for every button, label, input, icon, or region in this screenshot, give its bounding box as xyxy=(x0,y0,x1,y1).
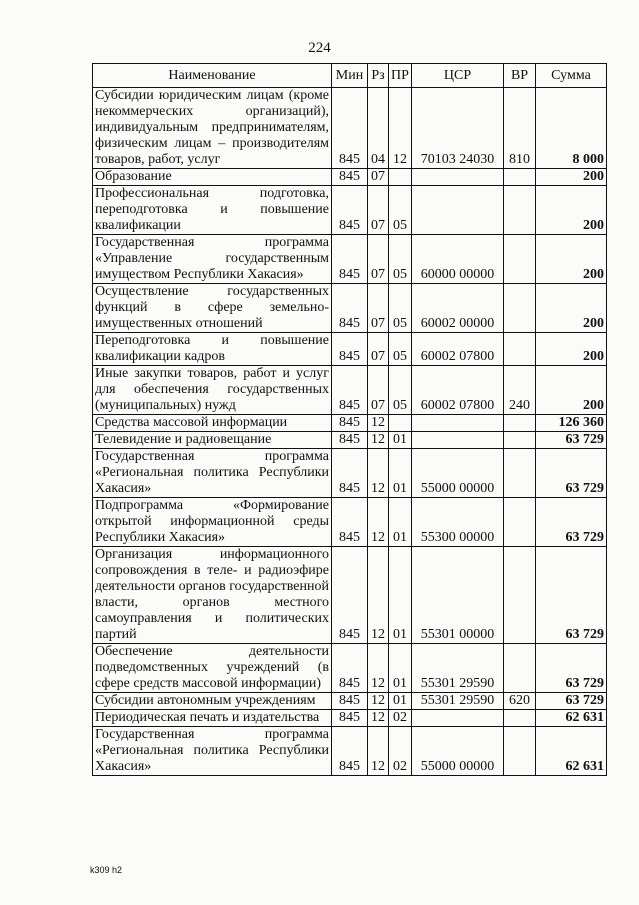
cell-csr: 55300 00000 xyxy=(412,498,504,547)
cell-sum: 200 xyxy=(536,235,607,284)
table-row xyxy=(93,644,607,693)
cell-rz: 12 xyxy=(368,449,389,498)
cell-csr: 60000 00000 xyxy=(412,235,504,284)
cell-min: 845 xyxy=(332,284,368,333)
cell-csr xyxy=(412,169,504,186)
cell-min: 845 xyxy=(332,710,368,727)
cell-name: Государственная программа «Региональная политика Республики Хакасия» xyxy=(93,449,332,498)
cell-vr xyxy=(504,644,536,693)
cell-vr xyxy=(504,284,536,333)
cell-name: Субсидии юридическим лицам (кроме некоммерческих организаций), индивидуальным предпринимателям, физическим лицам – производителям товаров, работ, услуг xyxy=(93,88,332,169)
cell-name: Субсидии автономным учреждениям xyxy=(93,693,332,710)
budget-table xyxy=(92,63,607,776)
header-pr: ПР xyxy=(389,64,412,88)
cell-rz: 12 xyxy=(368,432,389,449)
table-row xyxy=(93,169,607,186)
cell-rz: 07 xyxy=(368,284,389,333)
header-sum: Сумма xyxy=(536,64,607,88)
cell-csr xyxy=(412,415,504,432)
cell-sum: 63 729 xyxy=(536,547,607,644)
cell-rz: 12 xyxy=(368,693,389,710)
footer-code: k309 h2 xyxy=(90,865,123,875)
cell-rz: 12 xyxy=(368,710,389,727)
cell-pr xyxy=(389,169,412,186)
cell-name: Осуществление государственных функций в сфере земельно-имущественных отношений xyxy=(93,284,332,333)
cell-min: 845 xyxy=(332,432,368,449)
cell-name: Подпрограмма «Формирование открытой информационной среды Республики Хакасия» xyxy=(93,498,332,547)
table-row xyxy=(93,366,607,415)
table-row xyxy=(93,449,607,498)
page-number: 224 xyxy=(308,40,331,56)
cell-min: 845 xyxy=(332,186,368,235)
cell-min: 845 xyxy=(332,415,368,432)
cell-vr xyxy=(504,333,536,366)
cell-pr: 01 xyxy=(389,432,412,449)
cell-csr: 55301 29590 xyxy=(412,644,504,693)
table-row xyxy=(93,415,607,432)
table-row xyxy=(93,186,607,235)
cell-name: Телевидение и радиовещание xyxy=(93,432,332,449)
cell-sum: 63 729 xyxy=(536,498,607,547)
cell-min: 845 xyxy=(332,333,368,366)
cell-vr xyxy=(504,449,536,498)
cell-rz: 12 xyxy=(368,415,389,432)
table-header-row xyxy=(93,64,607,88)
table-row xyxy=(93,498,607,547)
cell-pr: 01 xyxy=(389,449,412,498)
cell-sum: 200 xyxy=(536,366,607,415)
table-row xyxy=(93,88,607,169)
cell-name: Образование xyxy=(93,169,332,186)
header-min: Мин xyxy=(332,64,368,88)
header-csr: ЦСР xyxy=(412,64,504,88)
cell-vr xyxy=(504,710,536,727)
cell-vr xyxy=(504,547,536,644)
cell-min: 845 xyxy=(332,169,368,186)
cell-vr xyxy=(504,186,536,235)
cell-vr xyxy=(504,498,536,547)
cell-rz: 07 xyxy=(368,235,389,284)
cell-min: 845 xyxy=(332,498,368,547)
table-row xyxy=(93,693,607,710)
cell-vr xyxy=(504,415,536,432)
cell-sum: 200 xyxy=(536,169,607,186)
cell-pr: 01 xyxy=(389,547,412,644)
cell-sum: 62 631 xyxy=(536,727,607,776)
cell-pr: 12 xyxy=(389,88,412,169)
cell-csr: 70103 24030 xyxy=(412,88,504,169)
cell-sum: 63 729 xyxy=(536,693,607,710)
cell-csr xyxy=(412,186,504,235)
cell-csr: 60002 07800 xyxy=(412,333,504,366)
cell-name: Средства массовой информации xyxy=(93,415,332,432)
cell-name: Периодическая печать и издательства xyxy=(93,710,332,727)
cell-pr: 05 xyxy=(389,235,412,284)
cell-name: Государственная программа «Региональная политика Республики Хакасия» xyxy=(93,727,332,776)
cell-csr: 60002 07800 xyxy=(412,366,504,415)
cell-name: Обеспечение деятельности подведомственных учреждений (в сфере средств массовой информации) xyxy=(93,644,332,693)
cell-rz: 07 xyxy=(368,333,389,366)
table-row xyxy=(93,235,607,284)
cell-csr: 55301 00000 xyxy=(412,547,504,644)
cell-sum: 126 360 xyxy=(536,415,607,432)
cell-rz: 12 xyxy=(368,498,389,547)
cell-pr: 05 xyxy=(389,333,412,366)
table-row xyxy=(93,333,607,366)
cell-pr: 05 xyxy=(389,284,412,333)
table-body xyxy=(93,88,607,776)
cell-name: Иные закупки товаров, работ и услуг для обеспечения государственных (муниципальных) нужд xyxy=(93,366,332,415)
cell-sum: 62 631 xyxy=(536,710,607,727)
cell-rz: 12 xyxy=(368,727,389,776)
cell-pr: 01 xyxy=(389,498,412,547)
cell-sum: 200 xyxy=(536,333,607,366)
table-row xyxy=(93,432,607,449)
cell-pr xyxy=(389,415,412,432)
cell-name: Профессиональная подготовка, переподготовка и повышение квалификации xyxy=(93,186,332,235)
table-row xyxy=(93,547,607,644)
cell-sum: 200 xyxy=(536,284,607,333)
cell-csr: 55000 00000 xyxy=(412,449,504,498)
cell-rz: 07 xyxy=(368,169,389,186)
cell-pr: 05 xyxy=(389,366,412,415)
table-row xyxy=(93,710,607,727)
cell-rz: 04 xyxy=(368,88,389,169)
cell-sum: 63 729 xyxy=(536,449,607,498)
cell-csr: 55000 00000 xyxy=(412,727,504,776)
cell-pr: 05 xyxy=(389,186,412,235)
cell-min: 845 xyxy=(332,235,368,284)
cell-vr: 620 xyxy=(504,693,536,710)
cell-min: 845 xyxy=(332,727,368,776)
cell-pr: 02 xyxy=(389,727,412,776)
cell-rz: 07 xyxy=(368,366,389,415)
table-row xyxy=(93,284,607,333)
cell-name: Организация информационного сопровождения в теле- и радиоэфире деятельности органов государственной власти, органов местного самоуправления и политических партий xyxy=(93,547,332,644)
header-vr: ВР xyxy=(504,64,536,88)
cell-min: 845 xyxy=(332,88,368,169)
cell-vr xyxy=(504,169,536,186)
cell-vr xyxy=(504,235,536,284)
cell-name: Государственная программа «Управление государственным имуществом Республики Хакасия» xyxy=(93,235,332,284)
cell-sum: 200 xyxy=(536,186,607,235)
header-rz: Рз xyxy=(368,64,389,88)
cell-csr xyxy=(412,710,504,727)
cell-rz: 07 xyxy=(368,186,389,235)
header-name: Наименование xyxy=(93,64,332,88)
cell-sum: 63 729 xyxy=(536,432,607,449)
cell-min: 845 xyxy=(332,366,368,415)
cell-pr: 01 xyxy=(389,693,412,710)
cell-min: 845 xyxy=(332,547,368,644)
cell-vr: 240 xyxy=(504,366,536,415)
cell-min: 845 xyxy=(332,449,368,498)
cell-csr: 55301 29590 xyxy=(412,693,504,710)
cell-pr: 02 xyxy=(389,710,412,727)
cell-min: 845 xyxy=(332,644,368,693)
cell-vr xyxy=(504,727,536,776)
cell-sum: 63 729 xyxy=(536,644,607,693)
cell-rz: 12 xyxy=(368,644,389,693)
cell-csr xyxy=(412,432,504,449)
cell-vr xyxy=(504,432,536,449)
table-row xyxy=(93,727,607,776)
cell-vr: 810 xyxy=(504,88,536,169)
cell-csr: 60002 00000 xyxy=(412,284,504,333)
cell-min: 845 xyxy=(332,693,368,710)
cell-sum: 8 000 xyxy=(536,88,607,169)
cell-rz: 12 xyxy=(368,547,389,644)
cell-pr: 01 xyxy=(389,644,412,693)
cell-name: Переподготовка и повышение квалификации кадров xyxy=(93,333,332,366)
